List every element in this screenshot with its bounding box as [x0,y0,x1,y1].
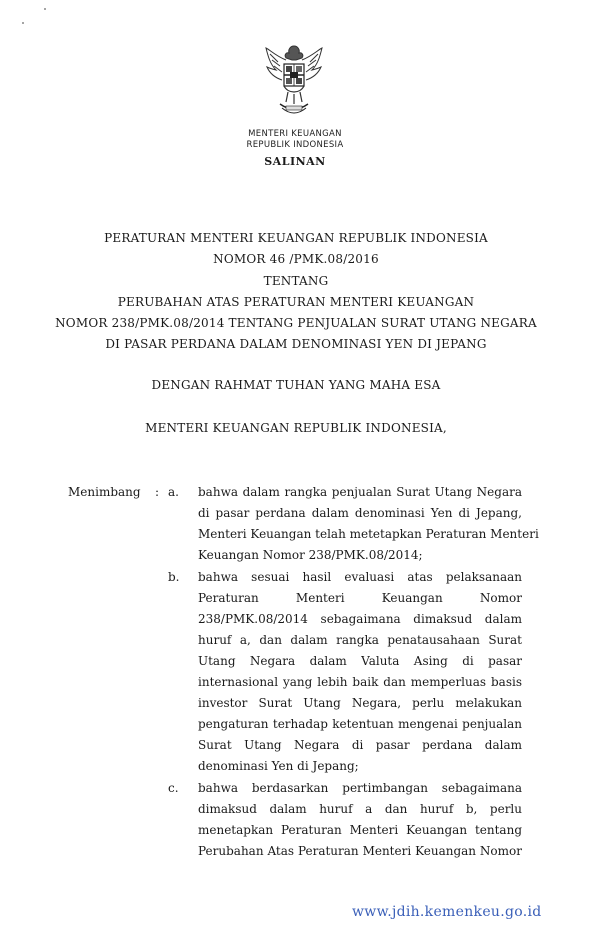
subject-line-2: NOMOR 238/PMK.08/2014 TENTANG PENJUALAN SURAT UTANG NEGARA [55,316,537,330]
garuda-emblem-icon [262,42,326,120]
website-link[interactable]: www.jdih.kemenkeu.go.id [352,904,542,920]
subject-line-1: PERUBAHAN ATAS PERATURAN MENTERI KEUANGAN [117,295,475,309]
item-line: Utang Negara dalam Valuta Asing di pasar [198,654,522,668]
item-marker: c. [168,781,179,795]
country-name: REPUBLIK INDONESIA [246,140,344,150]
item-line: dimaksud dalam huruf a dan huruf b, perlu [198,802,522,816]
item-line: menetapkan Peraturan Menteri Keuangan tentang [198,823,522,837]
considering-colon: : [155,485,160,499]
item-line: huruf a, dan dalam rangka penatausahaan Surat [198,633,522,647]
item-line: Keuangan Nomor 238/PMK.08/2014; [198,548,423,562]
item-line: Menteri Keuangan telah metetapkan Peraturan Menteri [198,527,539,541]
considering-label: Menimbang [68,485,141,499]
item-line: Peraturan Menteri Keuangan Nomor [198,591,522,605]
copy-label: SALINAN [264,155,326,168]
item-line: Perubahan Atas Peraturan Menteri Keuangan Nomor [198,844,522,858]
ministry-name: MENTERI KEUANGAN [248,129,342,139]
item-marker: a. [168,485,179,499]
item-line: bahwa berdasarkan pertimbangan sebagaimana [198,781,522,795]
minister-line: MENTERI KEUANGAN REPUBLIK INDONESIA, [145,421,447,435]
item-line: pengaturan terhadap ketentuan mengenai penjualan [198,717,522,731]
scan-speck [22,22,24,24]
subject-line-3: DI PASAR PERDANA DALAM DENOMINASI YEN DI JEPANG [105,337,487,351]
item-line: Surat Utang Negara di pasar perdana dalam [198,738,522,752]
item-marker: b. [168,570,180,584]
scan-speck [44,8,46,10]
about-label: TENTANG [263,274,329,288]
item-line: 238/PMK.08/2014 sebagaimana dimaksud dalam [198,612,522,626]
item-line: internasional yang lebih baik dan memperluas basis [198,675,522,689]
regulation-title: PERATURAN MENTERI KEUANGAN REPUBLIK INDONESIA [104,231,488,245]
item-line: bahwa sesuai hasil evaluasi atas pelaksanaan [198,570,522,584]
item-line: bahwa dalam rangka penjualan Surat Utang Negara [198,485,522,499]
regulation-number: NOMOR 46 /PMK.08/2016 [213,252,379,266]
blessing-line: DENGAN RAHMAT TUHAN YANG MAHA ESA [151,378,441,392]
item-line: investor Surat Utang Negara, perlu melakukan [198,696,522,710]
item-line: denominasi Yen di Jepang; [198,759,359,773]
item-line: di pasar perdana dalam denominasi Yen di Jepang, [198,506,522,520]
